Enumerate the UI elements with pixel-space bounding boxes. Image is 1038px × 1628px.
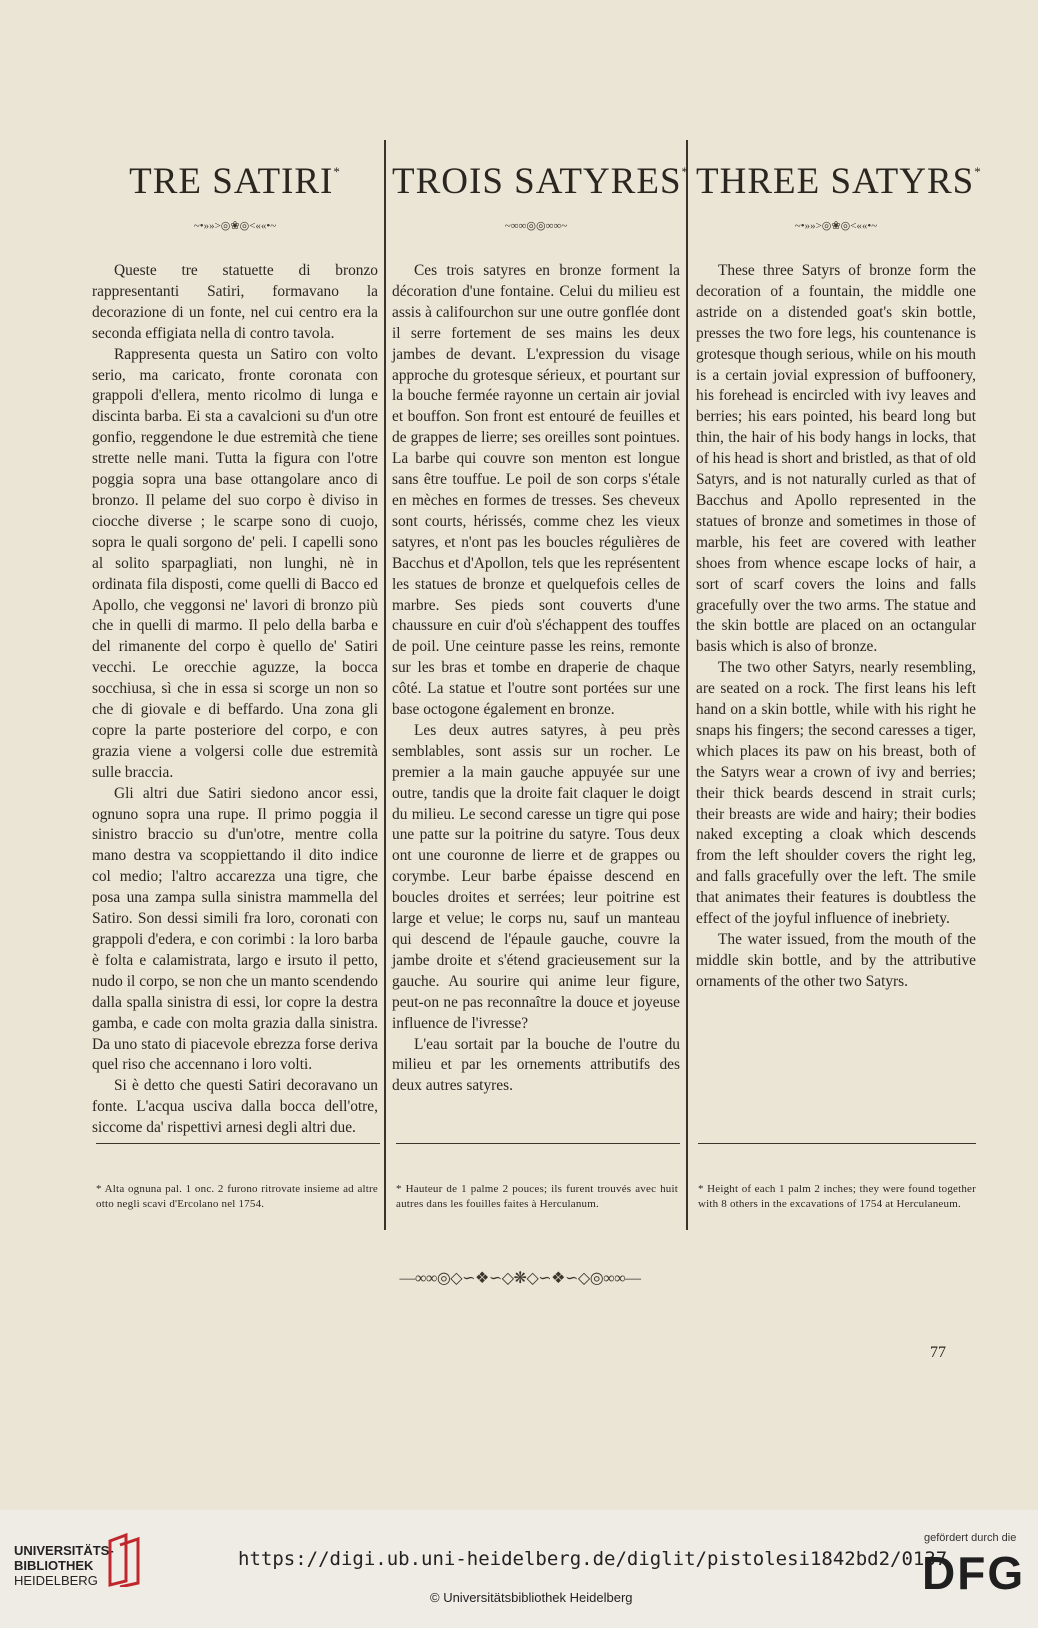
english-column — [696, 145, 982, 993]
column-divider-left — [384, 140, 386, 1230]
italian-footnote: * Alta ognuna pal. 1 onc. 2 furono ritrovate insieme ad altre otto negli scavi d'Ercolano nel 1754. — [96, 1183, 378, 1210]
italian-column — [92, 145, 378, 1139]
footnote-rule — [96, 1143, 380, 1144]
paragraph: These three Satyrs of bronze form the decoration of a fountain, the middle one astride on a distended goat's skin bottle, presses the two fore legs, his countenance is grotesque though serious, while on his mouth is a certain jovial expression of buffoonery, his forehead is encircled with ivy leaves and berries; his ears pointed, his beard long but thin, the hair of his body hangs in locks, that of his head is short and bristled, as that of old Satyrs, and is not naturally curled as that of Bacchus and Apollo represented in the statues of bronze and sometimes in those of marble, his feet are covered with leather shoes from whence escape locks of hair, a sort of scarf covers the loins and falls gracefully over the two arms. The statue and the skin bottle are placed on an octangular basis which is also of bronze. — [696, 262, 976, 656]
permalink-url[interactable]: https://digi.ub.uni-heidelberg.de/diglit/pistolesi1842bd2/0137 — [238, 1548, 948, 1570]
paragraph: The water issued, from the mouth of the middle skin bottle, and by the attributive ornaments of the other two Satyrs. — [696, 931, 976, 990]
library-logo-text[interactable] — [14, 1543, 114, 1588]
library-logo-icon[interactable] — [106, 1531, 142, 1587]
french-column — [392, 145, 690, 1097]
title-ornament: ~•»»>◎❀◎<««•~ — [794, 220, 878, 232]
bottom-ornament: —∞∞◎◇∽❖∽◇❋◇∽❖∽◇◎∞∞— — [399, 1270, 641, 1287]
italian-text — [92, 261, 378, 1139]
paragraph: Si è detto che questi Satiri decoravano un fonte. L'acqua usciva dalla bocca dell'otre, siccome da' rispettivi arnesi degli altri due. — [92, 1077, 378, 1137]
paragraph: Ces trois satyres en bronze forment la décoration d'une fontaine. Celui du milieu est assis à califourchon sur une outre gonflée dont il serre fortement de ses mains les deux jambes de devant. L'expression du visage approche du grotesque sérieux, et pourtant sur la bouche fermée rayonne un certain air jovial et bouffon. Son front est entouré de feuilles et de grappes de lierre; ses oreilles sont pointues. La barbe qui couvre son menton est longue sans être touffue. Le poil de son corps s'étale en mèches en formes de tresses. Ses cheveux sont courts, hérissés, comme chez les vieux satyres, et n'ont pas les boucles régulières de Bacchus et d'Apollon, tels que les représentent les statues de bronze et quelquefois celles de marbre. Ses pieds sont couverts d'une chaussure en cuir d'où s'échappent des touffes de poil. Une ceinture passe les reins, remonte sur les bras et tombe en draperie de chaque côté. La statue et l'outre sont portées sur une base octogone également en bronze. — [392, 262, 680, 719]
paragraph: Rappresenta questa un Satiro con volto serio, ma caricato, fronte coronata con grappoli d'ellera, mento ricolmo di lunga e discinta barba. Ei sta a cavalcioni su d'un otre gonfio, reggendone le due estremità che tiene strette nelle mani. Tutta la figura con l'otre poggia sopra una base ottangolare anco di bronzo. Il pelame del suo corpo è diviso in ciocche diverse ; le scarpe sono di cuojo, sopra le quali sorgono de' peli. I capelli sono al solito sparpagliati, non lunghi, nè in ordinata fila disposti, come quelli di Bacco ed Apollo, che veggonsi ne' lavori di bronzo più che in quelli di marmo. Il pelo della barba e del rimanente del corpo è quello de' Satiri vecchi. Le orecchie aguzze, la bocca socchiusa, sì che in essa si scorge un non so che di giovale e di beffardo. Una zona gli copre la parte posteriore del corpo, e con grazia viene a volgersi colle due estremità sulle braccia. — [92, 345, 378, 781]
french-footnote: * Hauteur de 1 palme 2 pouces; ils furent trouvés avec huit autres dans les fouilles faites à Herculanum. — [396, 1183, 678, 1210]
title-footnote-mark: * — [681, 164, 690, 179]
page-number: 77 — [930, 1344, 946, 1361]
french-title: TROIS SATYRES* — [392, 161, 690, 202]
logo-line: HEIDELBERG — [14, 1573, 98, 1588]
dfg-logo[interactable]: DFG — [922, 1547, 1026, 1599]
footnote-rule — [396, 1143, 680, 1144]
french-text — [392, 261, 680, 1097]
copyright-notice: © Universitätsbibliothek Heidelberg — [430, 1590, 633, 1605]
paragraph: Les deux autres satyres, à peu près semblables, sont assis sur un rocher. Le premier a la main gauche appuyée sur une outre, tandis que la droite fait claquer le doigt du milieu. Le second caresse un tigre qui pose une patte sur la poitrine du satyre. Tous deux ont une couronne de lierre et de grappes ou corymbe. Leur barbe épaisse descend en boucles droites et serrées; leur poitrine est large et velue; le corps nu, sauf un manteau qui descend de l'épaule gauche, couvre la jambe droite et s'étend gracieusement sur la gauche. Au sourire qui anime leur figure, peut-on ne pas reconnaître la douce et joyeuse influence de l'ivresse? — [392, 721, 680, 1032]
title-ornament: ~•»»>◎❀◎<««•~ — [193, 220, 277, 232]
english-footnote: * Height of each 1 palm 2 inches; they were found together with 8 others in the excavations of 1754 at Herculaneum. — [698, 1183, 976, 1210]
title-footnote-mark: * — [974, 164, 982, 179]
footnote-rule — [698, 1143, 976, 1144]
paragraph: The two other Satyrs, nearly resembling, are seated on a rock. The first leans his left hand on a skin bottle, while with his right he snaps his fingers; the second caresses a tiger, which places its paw on his breast, both of the Satyrs wear a crown of ivy and berries; their thick beards descend in strait curls; their breasts are wide and hairy; their bodies naked excepting a cloak which descends from the left shoulder covers the right leg, and falls gracefully over the left. The smile that animates their features is doubtless the effect of the joyful influence of inebriety. — [696, 659, 976, 928]
title-ornament: ~∞∞◎◎∞∞~ — [504, 220, 568, 232]
english-text — [696, 261, 976, 993]
english-title: THREE SATYRS* — [696, 161, 982, 202]
paragraph: Queste tre statuette di bronzo rappresentanti Satiri, formavano la decorazione di un fonte, nel cui centro era la seconda effigiata nella di contro tavola. — [92, 262, 378, 342]
paragraph: Gli altri due Satiri siedono ancor essi, ognuno sopra una rupe. Il primo poggia il sinistro braccio su d'un'otre, mentre colla mano destra va scoppiettando il dito indice col medio; l'altro accarezza una tigre, che posa una zampa sulla sinistra mammella del Satiro. Son dessi simili fra loro, coronati con grappoli d'edera, e con corimbi : la loro barba è folta e calamistrata, largo e irsuto il petto, nudo il corpo, se non che un manto scendendo dalla spalla sinistra di essi, lor copre la destra gamba, e cade con molta grazia dalla sinistra. Da uno stato di piacevole ebrezza forse deriva quel riso che accennano i loro volti. — [92, 784, 378, 1074]
paragraph: L'eau sortait par la bouche de l'outre du milieu et par les ornements attributifs des deux autres satyres. — [392, 1035, 680, 1095]
title-footnote-mark: * — [333, 164, 341, 179]
italian-title: TRE SATIRI* — [129, 161, 341, 202]
funding-label: gefördert durch die — [924, 1532, 1017, 1544]
logo-line: BIBLIOTHEK — [14, 1558, 94, 1573]
logo-line: UNIVERSITÄTS- — [14, 1543, 114, 1558]
column-divider-right — [686, 140, 688, 1230]
